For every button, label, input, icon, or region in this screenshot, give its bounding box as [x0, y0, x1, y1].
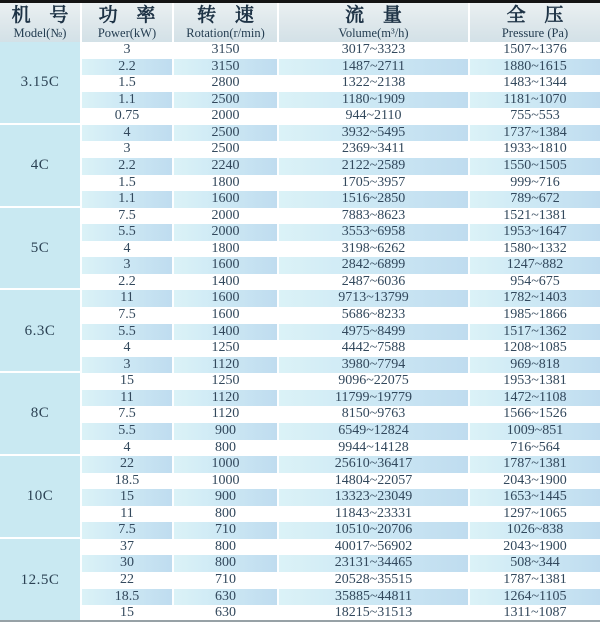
pressure-cell: 1208~1085: [468, 340, 600, 357]
table-row: [0, 456, 600, 473]
pressure-cell: 755~553: [468, 108, 600, 125]
col-header-rotation: [172, 3, 277, 42]
pressure-cell: 1550~1505: [468, 158, 600, 175]
volume-cell: 9096~22075: [277, 373, 468, 390]
volume-cell: 13323~23049: [277, 489, 468, 506]
rotation-cell: 1000: [172, 473, 277, 490]
pressure-cell: 1953~1647: [468, 224, 600, 241]
power-cell: 4: [80, 241, 172, 258]
model-cell: 3.15C: [0, 42, 80, 125]
rotation-cell: 630: [172, 589, 277, 606]
col-header-power-cn: 功 率: [98, 4, 163, 26]
table-row: [0, 340, 600, 357]
pressure-cell: 1517~1362: [468, 324, 600, 341]
rotation-cell: 2000: [172, 208, 277, 225]
rotation-cell: 2500: [172, 125, 277, 142]
table-row: [0, 257, 600, 274]
power-cell: 30: [80, 555, 172, 572]
rotation-cell: 1250: [172, 373, 277, 390]
volume-cell: 9713~13799: [277, 290, 468, 307]
volume-cell: 20528~35515: [277, 572, 468, 589]
volume-cell: 2122~2589: [277, 158, 468, 175]
col-header-pressure: [468, 3, 600, 42]
rotation-cell: 1600: [172, 290, 277, 307]
col-header-model: [0, 3, 80, 42]
volume-cell: 5686~8233: [277, 307, 468, 324]
model-cell: 4C: [0, 125, 80, 208]
volume-cell: 1705~3957: [277, 175, 468, 192]
pressure-cell: 1009~851: [468, 423, 600, 440]
table-header: [0, 3, 600, 42]
volume-cell: 10510~20706: [277, 522, 468, 539]
rotation-cell: 630: [172, 605, 277, 622]
table-row: [0, 440, 600, 457]
power-cell: 3: [80, 141, 172, 158]
model-cell: 5C: [0, 208, 80, 291]
table-row: [0, 274, 600, 291]
col-header-model-en: Model(№): [13, 25, 67, 40]
table-row: [0, 175, 600, 192]
power-cell: 7.5: [80, 522, 172, 539]
volume-cell: 1322~2138: [277, 75, 468, 92]
table-row: [0, 373, 600, 390]
rotation-cell: 1000: [172, 456, 277, 473]
pressure-cell: 969~818: [468, 357, 600, 374]
table-row: [0, 158, 600, 175]
pressure-cell: 1787~1381: [468, 572, 600, 589]
table-row: [0, 489, 600, 506]
rotation-cell: 1120: [172, 357, 277, 374]
header-row: [0, 3, 600, 42]
rotation-cell: 2500: [172, 141, 277, 158]
volume-cell: 35885~44811: [277, 589, 468, 606]
pressure-cell: 1472~1108: [468, 390, 600, 407]
volume-cell: 944~2110: [277, 108, 468, 125]
volume-cell: 1516~2850: [277, 191, 468, 208]
table-row: [0, 191, 600, 208]
rotation-cell: 900: [172, 423, 277, 440]
pressure-cell: 2043~1900: [468, 473, 600, 490]
pressure-cell: 1933~1810: [468, 141, 600, 158]
power-cell: 11: [80, 506, 172, 523]
table-body: [0, 42, 600, 622]
table-row: [0, 208, 600, 225]
pressure-cell: 1782~1403: [468, 290, 600, 307]
pressure-cell: 1566~1526: [468, 406, 600, 423]
volume-cell: 3932~5495: [277, 125, 468, 142]
table-row: [0, 290, 600, 307]
volume-cell: 3198~6262: [277, 241, 468, 258]
rotation-cell: 1600: [172, 257, 277, 274]
col-header-rotation-cn: 转 速: [197, 4, 261, 26]
volume-cell: 7883~8623: [277, 208, 468, 225]
rotation-cell: 800: [172, 539, 277, 556]
col-header-pressure-cn: 全 压: [506, 4, 571, 26]
power-cell: 4: [80, 440, 172, 457]
rotation-cell: 1600: [172, 191, 277, 208]
power-cell: 15: [80, 605, 172, 622]
pressure-cell: 508~344: [468, 555, 600, 572]
power-cell: 1.1: [80, 92, 172, 109]
power-cell: 3: [80, 42, 172, 59]
volume-cell: 2369~3411: [277, 141, 468, 158]
table-row: [0, 390, 600, 407]
col-header-volume: [277, 3, 468, 42]
rotation-cell: 1120: [172, 390, 277, 407]
table-row: [0, 59, 600, 76]
table-row: [0, 572, 600, 589]
pressure-cell: 1507~1376: [468, 42, 600, 59]
power-cell: 3: [80, 357, 172, 374]
rotation-cell: 1400: [172, 274, 277, 291]
table-row: [0, 506, 600, 523]
pressure-cell: 1311~1087: [468, 605, 600, 622]
volume-cell: 2487~6036: [277, 274, 468, 291]
power-cell: 4: [80, 125, 172, 142]
pressure-cell: 1483~1344: [468, 75, 600, 92]
power-cell: 7.5: [80, 406, 172, 423]
rotation-cell: 800: [172, 506, 277, 523]
table-row: [0, 605, 600, 622]
power-cell: 5.5: [80, 423, 172, 440]
rotation-cell: 1400: [172, 324, 277, 341]
power-cell: 7.5: [80, 208, 172, 225]
table-row: [0, 92, 600, 109]
rotation-cell: 2500: [172, 92, 277, 109]
volume-cell: 40017~56902: [277, 539, 468, 556]
volume-cell: 6549~12824: [277, 423, 468, 440]
pressure-cell: 1580~1332: [468, 241, 600, 258]
fan-spec-table: [0, 3, 600, 622]
table-row: [0, 357, 600, 374]
table-row: [0, 125, 600, 142]
pressure-cell: 2043~1900: [468, 539, 600, 556]
pressure-cell: 1953~1381: [468, 373, 600, 390]
volume-cell: 23131~34465: [277, 555, 468, 572]
volume-cell: 3017~3323: [277, 42, 468, 59]
pressure-cell: 1787~1381: [468, 456, 600, 473]
rotation-cell: 800: [172, 440, 277, 457]
rotation-cell: 900: [172, 489, 277, 506]
power-cell: 11: [80, 290, 172, 307]
rotation-cell: 1250: [172, 340, 277, 357]
volume-cell: 11799~19779: [277, 390, 468, 407]
pressure-cell: 1297~1065: [468, 506, 600, 523]
power-cell: 2.2: [80, 158, 172, 175]
pressure-cell: 716~564: [468, 440, 600, 457]
pressure-cell: 1737~1384: [468, 125, 600, 142]
volume-cell: 4975~8499: [277, 324, 468, 341]
power-cell: 2.2: [80, 274, 172, 291]
rotation-cell: 2800: [172, 75, 277, 92]
col-header-power: [80, 3, 172, 42]
volume-cell: 8150~9763: [277, 406, 468, 423]
power-cell: 15: [80, 373, 172, 390]
volume-cell: 4442~7588: [277, 340, 468, 357]
power-cell: 1.5: [80, 175, 172, 192]
power-cell: 18.5: [80, 473, 172, 490]
pressure-cell: 1985~1866: [468, 307, 600, 324]
power-cell: 1.1: [80, 191, 172, 208]
pressure-cell: 789~672: [468, 191, 600, 208]
power-cell: 15: [80, 489, 172, 506]
table-row: [0, 589, 600, 606]
rotation-cell: 710: [172, 572, 277, 589]
table-row: [0, 75, 600, 92]
rotation-cell: 710: [172, 522, 277, 539]
table-row: [0, 406, 600, 423]
table-row: [0, 141, 600, 158]
rotation-cell: 1800: [172, 241, 277, 258]
pressure-cell: 1653~1445: [468, 489, 600, 506]
volume-cell: 14804~22057: [277, 473, 468, 490]
table-row: [0, 539, 600, 556]
table-row: [0, 307, 600, 324]
table-row: [0, 42, 600, 59]
table-row: [0, 224, 600, 241]
volume-cell: 18215~31513: [277, 605, 468, 622]
power-cell: 22: [80, 456, 172, 473]
rotation-cell: 1800: [172, 175, 277, 192]
rotation-cell: 1600: [172, 307, 277, 324]
power-cell: 22: [80, 572, 172, 589]
volume-cell: 2842~6899: [277, 257, 468, 274]
pressure-cell: 1880~1615: [468, 59, 600, 76]
pressure-cell: 1521~1381: [468, 208, 600, 225]
pressure-cell: 954~675: [468, 274, 600, 291]
volume-cell: 11843~23331: [277, 506, 468, 523]
rotation-cell: 3150: [172, 42, 277, 59]
pressure-cell: 1247~882: [468, 257, 600, 274]
volume-cell: 25610~36417: [277, 456, 468, 473]
power-cell: 3: [80, 257, 172, 274]
table-row: [0, 473, 600, 490]
power-cell: 5.5: [80, 224, 172, 241]
col-header-power-en: Power(kW): [97, 25, 157, 40]
power-cell: 2.2: [80, 59, 172, 76]
pressure-cell: 1026~838: [468, 522, 600, 539]
table-row: [0, 522, 600, 539]
col-header-pressure-en: Pressure (Pa): [501, 25, 569, 40]
volume-cell: 1180~1909: [277, 92, 468, 109]
model-cell: 10C: [0, 456, 80, 539]
table-row: [0, 423, 600, 440]
pressure-cell: 1181~1070: [468, 92, 600, 109]
rotation-cell: 2240: [172, 158, 277, 175]
table-row: [0, 324, 600, 341]
power-cell: 11: [80, 390, 172, 407]
table-row: [0, 555, 600, 572]
col-header-volume-cn: 流 量: [345, 4, 409, 26]
power-cell: 1.5: [80, 75, 172, 92]
model-cell: 12.5C: [0, 539, 80, 622]
rotation-cell: 2000: [172, 224, 277, 241]
col-header-model-cn: 机 号: [11, 4, 76, 26]
rotation-cell: 2000: [172, 108, 277, 125]
rotation-cell: 800: [172, 555, 277, 572]
table-row: [0, 108, 600, 125]
power-cell: 7.5: [80, 307, 172, 324]
power-cell: 0.75: [80, 108, 172, 125]
volume-cell: 9944~14128: [277, 440, 468, 457]
power-cell: 4: [80, 340, 172, 357]
pressure-cell: 1264~1105: [468, 589, 600, 606]
power-cell: 18.5: [80, 589, 172, 606]
rotation-cell: 3150: [172, 59, 277, 76]
model-cell: 6.3C: [0, 290, 80, 373]
rotation-cell: 1120: [172, 406, 277, 423]
table-row: [0, 241, 600, 258]
model-cell: 8C: [0, 373, 80, 456]
volume-cell: 3553~6958: [277, 224, 468, 241]
power-cell: 37: [80, 539, 172, 556]
volume-cell: 3980~7794: [277, 357, 468, 374]
col-header-rotation-en: Rotation(r/min): [186, 25, 265, 40]
power-cell: 5.5: [80, 324, 172, 341]
pressure-cell: 999~716: [468, 175, 600, 192]
col-header-volume-en: Volume(m³/h): [338, 25, 409, 40]
volume-cell: 1487~2711: [277, 59, 468, 76]
